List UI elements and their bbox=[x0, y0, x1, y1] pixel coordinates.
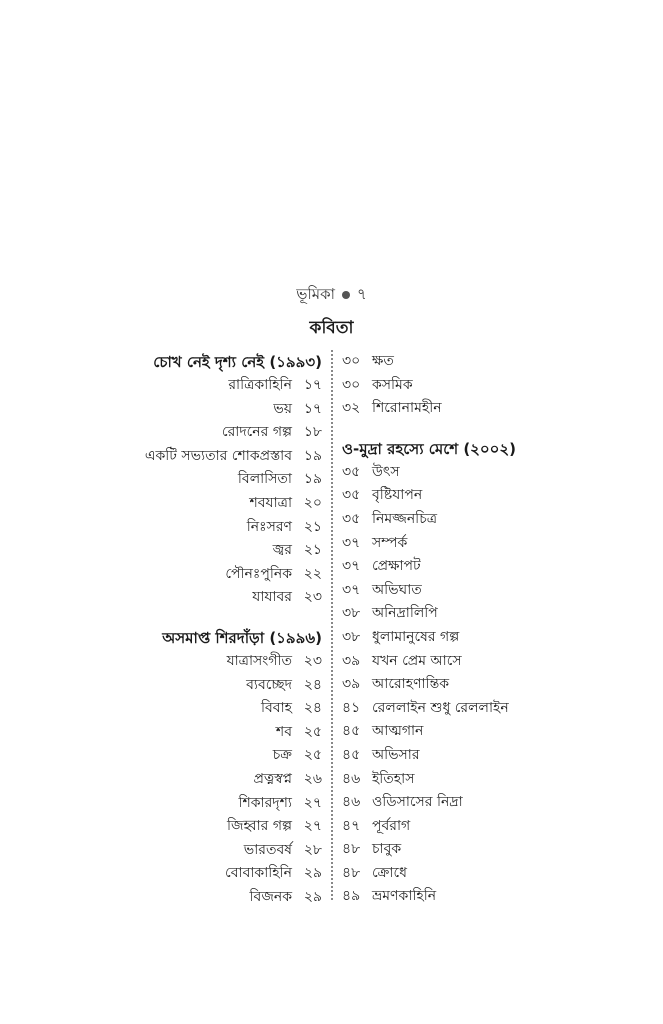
entry-page: ৩৮ bbox=[342, 628, 361, 645]
entry-page: ২৬ bbox=[303, 770, 322, 787]
section-title: কবিতা bbox=[309, 318, 354, 338]
toc-entry bbox=[100, 492, 322, 516]
entry-page: ৩৭ bbox=[342, 558, 361, 575]
toc-entry bbox=[100, 768, 322, 792]
entry-title: চক্র bbox=[272, 747, 292, 764]
toc-entry bbox=[342, 555, 602, 579]
entry-title: বৃষ্টিযাপন bbox=[372, 487, 423, 504]
toc-entry bbox=[342, 697, 602, 721]
toc-entry bbox=[342, 815, 602, 839]
entry-title: ভয় bbox=[273, 400, 292, 417]
entry-title: রাত্রিকাহিনি bbox=[228, 377, 292, 393]
entry-page: ৩৫ bbox=[342, 487, 361, 504]
toc-entry bbox=[100, 398, 322, 422]
entry-page: ৪৮ bbox=[342, 841, 361, 858]
entry-page: ৩৭ bbox=[342, 581, 361, 598]
entry-page: ৩০ bbox=[342, 353, 361, 369]
entry-title: নিঃসরণ bbox=[246, 518, 292, 535]
entry-title: শিরোনামহীন bbox=[372, 400, 442, 417]
toc-entry bbox=[100, 792, 322, 816]
toc-entry bbox=[342, 720, 602, 744]
toc-entry bbox=[100, 539, 322, 563]
toc-entry bbox=[342, 862, 602, 886]
toc-entry bbox=[342, 374, 602, 398]
entry-page: ৩২ bbox=[342, 400, 361, 417]
entry-title: অভিসার bbox=[372, 746, 420, 763]
entry-title: ভারতবর্ষ bbox=[243, 841, 292, 858]
toc-entry bbox=[342, 461, 602, 485]
toc-entry bbox=[100, 862, 322, 886]
toc-entry bbox=[342, 673, 602, 697]
spacer bbox=[100, 610, 322, 626]
toc-entry bbox=[100, 374, 322, 398]
toc-entry bbox=[100, 421, 322, 445]
entry-title: বিজনক bbox=[249, 888, 292, 905]
entry-page: ১৭ bbox=[303, 400, 322, 417]
entry-title: রোদনের গল্প bbox=[221, 424, 292, 441]
entry-title: উৎস bbox=[372, 463, 400, 480]
entry-page: ৩৯ bbox=[342, 676, 361, 693]
toc-entry bbox=[342, 791, 602, 815]
entry-page: ২৭ bbox=[303, 818, 322, 835]
entry-page: ৩৫ bbox=[342, 463, 361, 480]
toc-entry bbox=[100, 650, 322, 674]
toc-left-column bbox=[100, 350, 322, 909]
toc-entry bbox=[342, 768, 602, 792]
toc-entry bbox=[342, 579, 602, 603]
toc-entry bbox=[342, 602, 602, 626]
spacer bbox=[342, 421, 602, 437]
entry-title: ক্ষত bbox=[372, 353, 394, 369]
entry-page: ১৯ bbox=[303, 447, 322, 464]
entry-title: বিবাহ bbox=[260, 700, 292, 717]
entry-title: সম্পর্ক bbox=[372, 534, 408, 551]
toc-entry bbox=[100, 697, 322, 721]
entry-title: ভ্রমণকাহিনি bbox=[372, 888, 437, 905]
toc-entry bbox=[342, 484, 602, 508]
entry-title: ব্যবচ্ছেদ bbox=[246, 676, 292, 693]
entry-page: ৪৮ bbox=[342, 864, 361, 881]
entry-title: বিলাসিতা bbox=[237, 471, 292, 488]
book-heading: চোখ নেই দৃশ্য নেই (১৯৯৩) bbox=[153, 353, 322, 371]
entry-title: ইতিহাস bbox=[372, 770, 415, 787]
entry-page: ২৪ bbox=[303, 676, 322, 693]
entry-title: যখন প্রেম আসে bbox=[372, 652, 462, 669]
entry-title: শবযাত্রা bbox=[249, 494, 292, 511]
entry-title: ওডিসাসের নিদ্রা bbox=[372, 794, 463, 811]
entry-page: ২৮ bbox=[303, 841, 322, 858]
entry-title: আরোহণান্তিক bbox=[372, 676, 450, 693]
entry-title: নিমজ্জনচিত্র bbox=[372, 510, 438, 527]
entry-page: ২৯ bbox=[303, 888, 322, 905]
entry-title: অভিঘাত bbox=[372, 581, 422, 598]
toc-entry bbox=[100, 674, 322, 698]
entry-page: ৩০ bbox=[342, 376, 361, 393]
entry-title: চাবুক bbox=[372, 841, 402, 858]
entry-page: ২৭ bbox=[303, 794, 322, 811]
entry-title: প্রত্নস্বপ্ন bbox=[253, 770, 292, 787]
entry-title: কসমিক bbox=[372, 376, 413, 393]
entry-title: জিহ্বার গল্প bbox=[227, 818, 292, 835]
entry-page: ২৩ bbox=[303, 652, 322, 669]
book-heading: অসমাপ্ত শিরদাঁড়া (১৯৯৬) bbox=[162, 628, 322, 647]
preface-entry bbox=[0, 283, 663, 308]
toc-entry bbox=[342, 508, 602, 532]
entry-title: আত্মগান bbox=[372, 723, 424, 740]
entry-page: ৪৬ bbox=[342, 770, 361, 787]
entry-page: ৪৫ bbox=[342, 723, 361, 740]
entry-title: ক্রোধে bbox=[372, 864, 407, 881]
entry-title: শিকারদৃশ্য bbox=[238, 794, 292, 811]
entry-title: অনিদ্রালিপি bbox=[372, 605, 438, 622]
toc-entry bbox=[342, 350, 602, 374]
entry-page: ২১ bbox=[303, 518, 322, 535]
entry-title: জ্বর bbox=[272, 542, 292, 559]
entry-page: ১৯ bbox=[303, 471, 322, 488]
entry-page: ৪৫ bbox=[342, 746, 361, 763]
column-divider bbox=[331, 350, 333, 900]
toc-right-column bbox=[342, 350, 602, 909]
entry-title: যাযাবর bbox=[252, 589, 292, 606]
entry-title: পূর্বরাগ bbox=[372, 817, 411, 834]
entry-page: ৩৮ bbox=[342, 605, 361, 622]
entry-title: একটি সভ্যতার শোকপ্রস্তাব bbox=[144, 447, 292, 464]
toc-entry bbox=[342, 532, 602, 556]
entry-page: ২৩ bbox=[303, 589, 322, 606]
entry-title: পৌনঃপুনিক bbox=[225, 565, 292, 582]
entry-page: ২১ bbox=[303, 542, 322, 559]
toc-entry bbox=[342, 885, 602, 909]
bullet-icon bbox=[342, 291, 350, 299]
entry-title: প্রেক্ষাপট bbox=[372, 558, 421, 575]
entry-title: ধুলামানুষের গল্প bbox=[372, 628, 460, 645]
toc-entry bbox=[100, 468, 322, 492]
toc-entry bbox=[342, 838, 602, 862]
entry-title: যাত্রাসংগীত bbox=[226, 652, 292, 669]
toc-entry bbox=[100, 839, 322, 863]
entry-page: ২৯ bbox=[303, 865, 322, 882]
entry-page: ২২ bbox=[303, 565, 322, 582]
toc-entry bbox=[100, 563, 322, 587]
entry-page: ৪১ bbox=[342, 699, 361, 716]
preface-label: ভূমিকা bbox=[296, 285, 335, 303]
entry-page: ৩৯ bbox=[342, 652, 361, 669]
entry-page: ২৫ bbox=[303, 747, 322, 764]
entry-page: ১৮ bbox=[303, 424, 322, 441]
entry-page: ৪৬ bbox=[342, 794, 361, 811]
entry-page: ১৭ bbox=[303, 377, 322, 393]
entry-page: ২৫ bbox=[303, 723, 322, 740]
entry-title: শব bbox=[275, 723, 292, 740]
toc-entry bbox=[100, 815, 322, 839]
preface-page: ৭ bbox=[356, 285, 367, 303]
toc-entry bbox=[342, 397, 602, 421]
toc-entry bbox=[342, 626, 602, 650]
entry-page: ২০ bbox=[303, 494, 322, 511]
entry-page: ৪৭ bbox=[342, 817, 361, 834]
entry-page: ৩৭ bbox=[342, 534, 361, 551]
toc-entry bbox=[100, 721, 322, 745]
toc-entry bbox=[100, 516, 322, 540]
entry-page: ২৪ bbox=[303, 700, 322, 717]
entry-page: ৩৫ bbox=[342, 510, 361, 527]
toc-entry bbox=[342, 744, 602, 768]
entry-page: ৪৯ bbox=[342, 888, 361, 905]
toc-entry bbox=[100, 886, 322, 910]
entry-title: রেললাইন শুধু রেললাইন bbox=[372, 699, 509, 716]
toc-entry bbox=[100, 744, 322, 768]
toc-entry bbox=[342, 650, 602, 674]
toc-entry bbox=[100, 445, 322, 469]
toc-entry bbox=[100, 586, 322, 610]
book-heading: ও-মুদ্রা রহস্যে মেশে (২০০২) bbox=[342, 439, 517, 458]
entry-title: বোবাকাহিনি bbox=[225, 865, 292, 882]
